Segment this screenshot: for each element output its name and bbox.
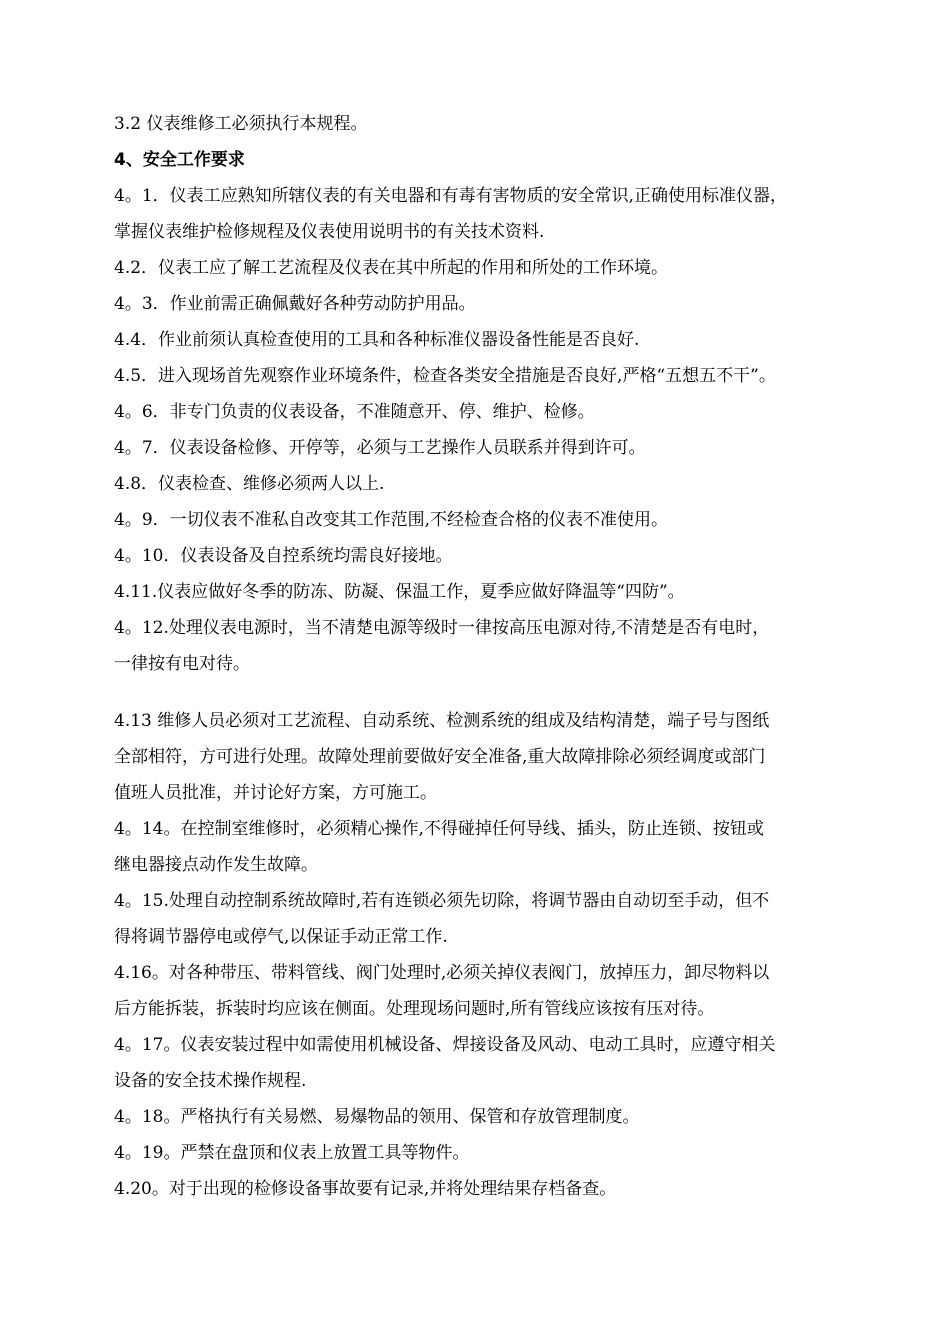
safety-item-line: 4。15.处理自动控制系统故障时,若有连锁必须先切除，将调节器由自动切至手动，但不 <box>114 891 770 911</box>
safety-item-line: 4.8．仪表检查、维修必须两人以上. <box>114 474 385 494</box>
safety-item-line: 掌握仪表维护检修规程及仪表使用说明书的有关技术资料. <box>114 222 545 242</box>
safety-item <box>114 250 862 286</box>
safety-item <box>114 430 862 466</box>
paragraph-gap <box>114 682 862 703</box>
safety-item <box>114 574 862 610</box>
safety-item-line: 4。3．作业前需正确佩戴好各种劳动防护用品。 <box>114 294 476 314</box>
safety-item-line: 4.20。对于出现的检修设备事故要有记录,并将处理结果存档备查。 <box>114 1179 617 1199</box>
safety-item <box>114 703 862 811</box>
safety-item <box>114 322 862 358</box>
safety-item-line: 4。12.处理仪表电源时，当不清楚电源等级时一律按高压电源对待,不清楚是否有电时， <box>114 618 770 638</box>
safety-item-line: 4。17。仪表安装过程中如需使用机械设备、焊接设备及风动、电动工具时，应遵守相关 <box>114 1035 776 1055</box>
safety-item-line: 4.5．进入现场首先观察作业环境条件，检查各类安全措施是否良好,严格“五想五不干”。 <box>114 366 776 386</box>
safety-item-line: 4。6．非专门负责的仪表设备，不准随意开、停、维护、检修。 <box>114 402 595 422</box>
section-4-heading: 4、安全工作要求 <box>114 150 245 170</box>
safety-item-line: 4.16。对各种带压、带料管线、阀门处理时,必须关掉仪表阀门，放掉压力，卸尽物料以 <box>114 963 770 983</box>
safety-item-line: 4.2．仪表工应了解工艺流程及仪表在其中所起的作用和所处的工作环境。 <box>114 258 669 278</box>
safety-item-line: 后方能拆装，拆装时均应该在侧面。处理现场问题时,所有管线应该按有压对待。 <box>114 999 715 1019</box>
safety-item <box>114 502 862 538</box>
safety-item <box>114 538 862 574</box>
safety-item <box>114 178 862 250</box>
safety-item-line: 一律按有电对待。 <box>114 654 250 674</box>
safety-item-line: 4。10．仪表设备及自控系统均需良好接地。 <box>114 546 453 566</box>
safety-item-line: 值班人员批准，并讨论好方案，方可施工。 <box>114 783 437 803</box>
safety-items-list <box>114 178 862 682</box>
safety-item-line: 全部相符，方可进行处理。故障处理前要做好安全准备,重大故障排除必须经调度或部门 <box>114 747 766 767</box>
safety-item <box>114 1099 862 1135</box>
safety-item <box>114 610 862 682</box>
safety-item <box>114 358 862 394</box>
safety-item <box>114 1171 862 1207</box>
safety-items-list-continued <box>114 703 862 1207</box>
safety-item <box>114 811 862 883</box>
safety-item-line: 4。14。在控制室维修时，必须精心操作,不得碰掉任何导线、插头，防止连锁、按钮或 <box>114 819 764 839</box>
section-3-2-text: 3.2 仪表维修工必须执行本规程。 <box>114 114 368 134</box>
safety-item <box>114 883 862 955</box>
safety-item <box>114 286 862 322</box>
document-body <box>114 106 862 1207</box>
safety-item <box>114 1135 862 1171</box>
safety-item-line: 继电器接点动作发生故障。 <box>114 855 318 875</box>
safety-item-line: 设备的安全技术操作规程. <box>114 1071 307 1091</box>
safety-item-line: 得将调节器停电或停气,以保证手动正常工作. <box>114 927 448 947</box>
safety-item-line: 4。1．仪表工应熟知所辖仪表的有关电器和有毒有害物质的安全常识,正确使用标准仪器， <box>114 186 788 206</box>
safety-item-line: 4.11.仪表应做好冬季的防冻、防凝、保温工作，夏季应做好降温等“四防”。 <box>114 582 685 602</box>
safety-item <box>114 466 862 502</box>
safety-item-line: 4。18。严格执行有关易燃、易爆物品的领用、保管和存放管理制度。 <box>114 1107 640 1127</box>
safety-item-line: 4。9．一切仪表不准私自改变其工作范围,不经检查合格的仪表不准使用。 <box>114 510 669 530</box>
safety-item <box>114 1027 862 1099</box>
safety-item <box>114 394 862 430</box>
safety-item <box>114 955 862 1027</box>
safety-item-line: 4。7．仪表设备检修、开停等，必须与工艺操作人员联系并得到许可。 <box>114 438 646 458</box>
safety-item-line: 4.4．作业前须认真检查使用的工具和各种标准仪器设备性能是否良好. <box>114 330 640 350</box>
safety-item-line: 4.13 维修人员必须对工艺流程、自动系统、检测系统的组成及结构清楚，端子号与图纸 <box>114 711 770 731</box>
safety-item-line: 4。19。严禁在盘顶和仪表上放置工具等物件。 <box>114 1143 470 1163</box>
